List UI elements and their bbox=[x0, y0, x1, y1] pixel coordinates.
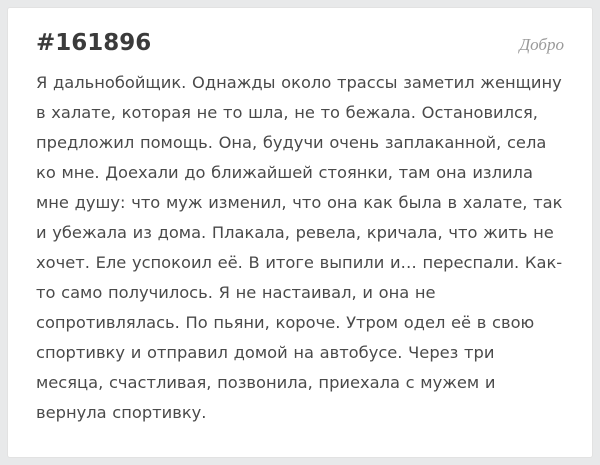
post-id: #161896 bbox=[36, 30, 152, 56]
category-label: Добро bbox=[519, 35, 564, 54]
card-content bbox=[8, 8, 592, 457]
card-header bbox=[36, 30, 564, 56]
story-card bbox=[8, 8, 592, 457]
story-body: Я дальнобойщик. Однажды около трассы заметил женщину в халате, которая не то шла, не то бежала. Остановился, предложил помощь. Она, будучи очень заплаканной, села ко мне. Доехали до ближайшей стоянки, там она излила мне душу: что муж изменил, что она как была в халате, так и убежала из дома. Плакала, ревела, кричала, что жить не хочет. Еле успокоил её. В итоге выпили и… переспали. Как-то само получилось. Я не настаивал, и она не сопротивлялась. По пьяни, короче. Утром одел её в свою спортивку и отправил домой на автобусе. Через три месяца, счастливая, позвонила, приехала с мужем и вернула спортивку. bbox=[36, 73, 563, 422]
